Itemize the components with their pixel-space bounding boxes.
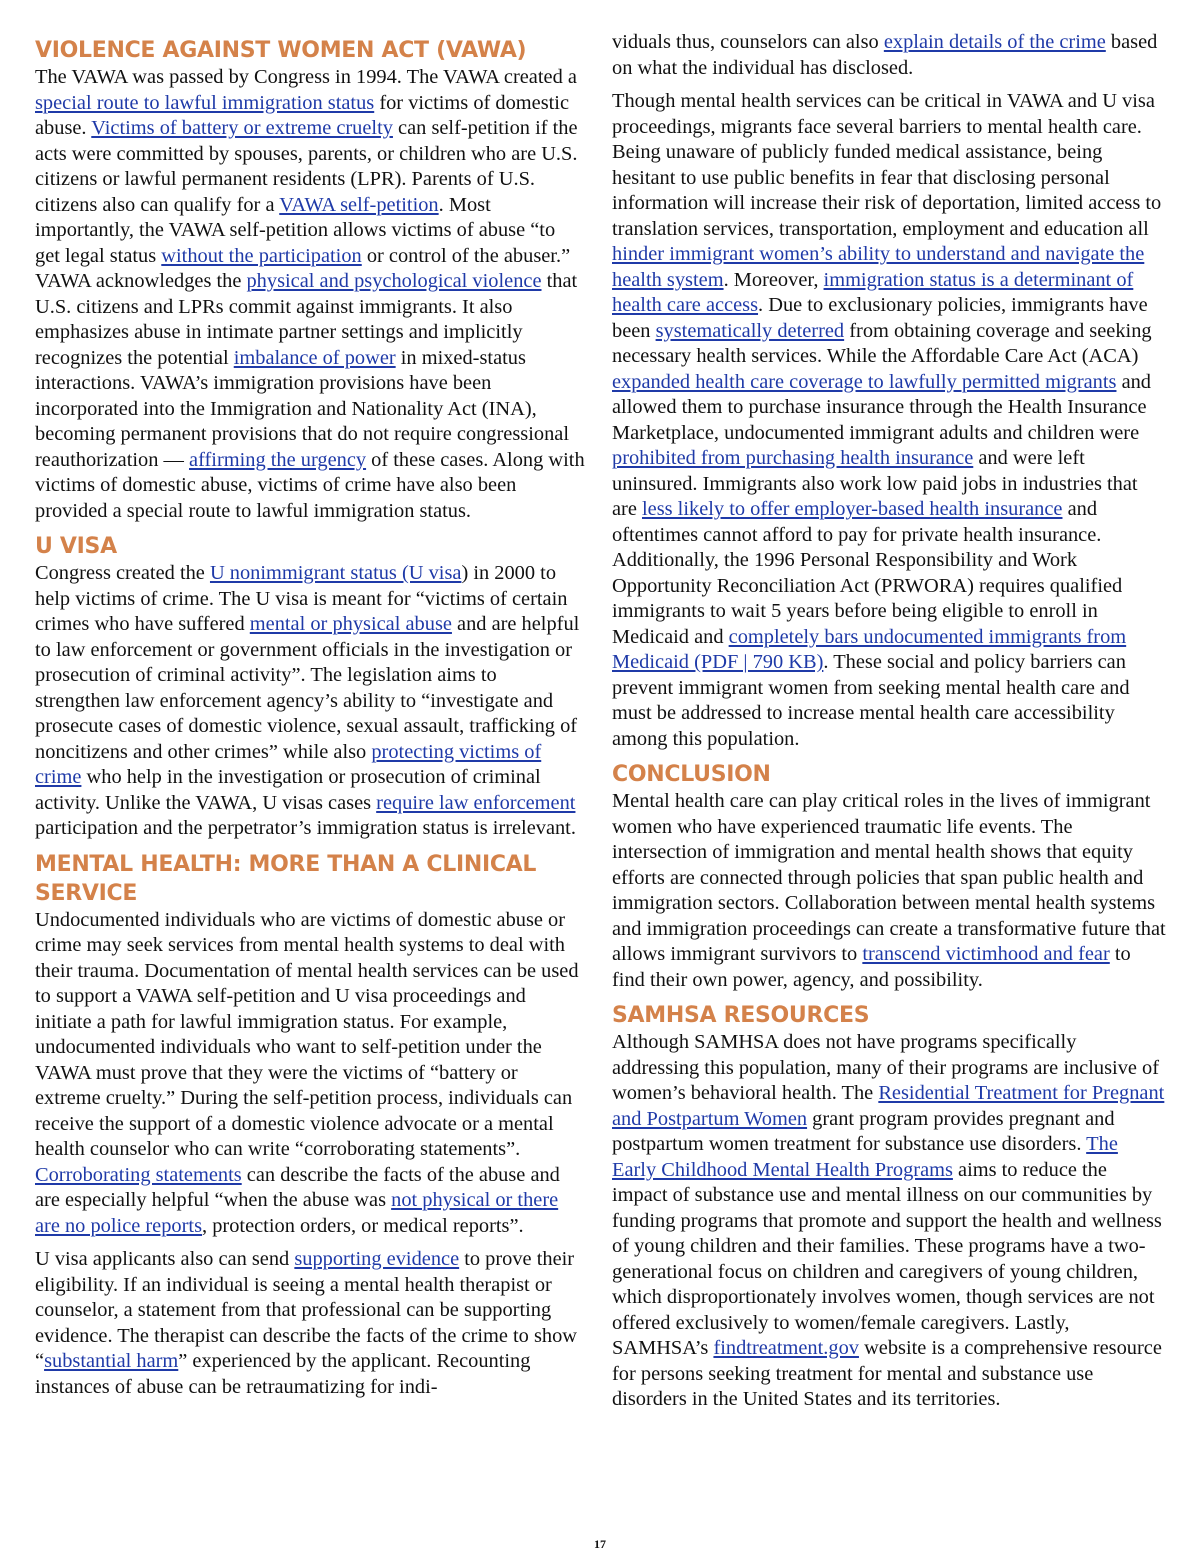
text-run: . These social and policy barriers can prevent immigrant women from seeking mental health care and must be addressed to increase mental health care accessibility among this population. — [612, 651, 1130, 750]
link-supporting-evidence[interactable]: supporting evidence — [294, 1248, 460, 1270]
conclusion-heading: CONCLUSION — [612, 762, 771, 787]
text-run: , protection orders, or medical reports”. — [202, 1214, 524, 1237]
text-run: Mental health care can play critical roles in the lives of immigrant women who have experienced traumatic life events. The intersection of immigration and mental health shows that equity efforts are connected through policies that span public health and immigration sectors. Collaboration between mental health systems and immigration proceedings can create a transformative future that allows immigrant survivors to — [612, 790, 1166, 965]
link-affirming-urgency[interactable]: affirming the urgency — [189, 448, 367, 471]
link-victims-battery[interactable]: Victims of battery or extreme cruelty — [91, 117, 393, 139]
text-run: website is a comprehensive resource for persons seeking treatment for mental and substance use disorders in the United States and its territories. — [612, 1337, 1162, 1410]
text-run: from obtaining coverage and seeking necessary health services. While the Affordable Care Act (ACA) — [612, 319, 1152, 367]
text-run: Undocumented individuals who are victims of domestic abuse or crime may seek services from mental health systems to deal with their trauma. Documentation of mental health services can be used to support a VAWA self-petition and U visa proceedings and initiate a path for lawful immigration status. For example, undocumented individuals who want to self-petition under the VAWA must prove that they were the victims of “battery or extreme cruelty.” During the self-petition process, individuals can receive the support of a domestic violence advocate or a mental health counselor who can write “corroborating statements”. — [35, 908, 579, 1160]
link-immigration-status-determinant[interactable]: immigration status is a determinant of health care access — [612, 268, 1134, 316]
text-run: can self-petition if the acts were committed by spouses, parents, or children who are U.S. citizens or lawful permanent residents (LPR). Parents of U.S. citizens also can qualify for a — [35, 117, 578, 216]
text-run: . Moreover, — [723, 268, 824, 291]
samhsa-paragraph — [612, 1030, 1167, 1413]
vawa-paragraph — [35, 65, 585, 524]
left-column — [35, 30, 585, 1408]
samhsa-heading: SAMHSA RESOURCES — [612, 1003, 870, 1028]
link-imbalance-of-power[interactable]: imbalance of power — [233, 346, 396, 369]
link-vawa-self-petition[interactable]: VAWA self-petition — [279, 193, 439, 216]
link-u-nonimmigrant-status[interactable]: U nonimmigrant status (U visa — [209, 562, 462, 584]
link-expanded-coverage[interactable]: expanded health care coverage to lawfully permitted migrants — [612, 370, 1117, 393]
text-run: and are helpful to law enforcement or government officials in the investigation or prosecution of criminal activity”. The legislation aims to strengthen law enforcement agency’s ability to “investigate and prosecute cases of domestic violence, sexual assault, trafficking of noncitizens and other crimes” while also — [35, 613, 580, 763]
text-run: in mixed-status interactions. VAWA’s immigration provisions have been incorporated into the Immigration and Nationality Act (INA), becoming permanent provisions that do not require congressional reauthorization — — [35, 346, 569, 471]
text-run: viduals thus, counselors can also — [612, 31, 884, 53]
link-hinder-immigrant-women[interactable]: hinder immigrant women’s ability to understand and navigate the health system — [612, 243, 1145, 291]
text-run: who help in the investigation or prosecution of criminal activity. Unlike the VAWA, U visas cases — [35, 766, 541, 814]
link-bars-medicaid-pdf[interactable]: completely bars undocumented immigrants from Medicaid (PDF | 790 KB) — [612, 625, 1127, 673]
mental-health-paragraph-2 — [35, 1247, 585, 1400]
continued-paragraph — [612, 30, 1167, 81]
text-run: ) in 2000 to help victims of crime. The U visa is meant for “victims of certain crimes who have suffered — [35, 562, 568, 635]
text-run: Congress created the — [35, 562, 210, 584]
text-run: Though mental health services can be critical in VAWA and U visa proceedings, migrants face several barriers to mental health care. Being unaware of publicly funded medical assistance, being hesitant to use public benefits in fear that disclosing personal information will increase their risk of deportation, limited access to translation services, transportation, employment and education all — [612, 90, 1162, 240]
link-explain-details[interactable]: explain details of the crime — [883, 31, 1106, 53]
link-early-childhood-programs[interactable]: The Early Childhood Mental Health Programs — [612, 1133, 1118, 1181]
text-run: . Most importantly, the VAWA self-petition allows victims of abuse “to get legal status — [35, 193, 556, 267]
right-column — [612, 30, 1167, 1421]
text-run: aims to reduce the impact of substance use and mental illness on our communities by funding programs that promote and support the health and wellness of young children and their families. These programs have a two-generational focus on children and caregivers of young children, which disproportionately involves women, though services are not offered exclusively to women/female caregivers. Lastly, SAMHSA’s — [612, 1158, 1162, 1359]
link-not-physical[interactable]: not physical or there are no police reports — [35, 1189, 559, 1237]
text-run: grant program provides pregnant and postpartum women treatment for substance use disorders. — [612, 1107, 1115, 1155]
link-substantial-harm[interactable]: substantial harm — [44, 1350, 179, 1372]
text-run: can describe the facts of the abuse and are especially helpful “when the abuse was — [35, 1163, 560, 1211]
link-require-law-enforcement[interactable]: require law enforcement — [376, 791, 576, 814]
link-findtreatment-gov[interactable]: findtreatment.gov — [713, 1337, 859, 1359]
text-run: Although SAMHSA does not have programs specifically addressing this population, many of their programs are inclusive of women’s behavioral health. The — [612, 1031, 1160, 1104]
mental-health-heading: MENTAL HEALTH: MORE THAN A CLINICAL SERVICE — [35, 851, 537, 906]
text-run: and oftentimes cannot afford to pay for private health insurance. Additionally, the 1996 Personal Responsibility and Work Opportunity Reconciliation Act (PRWORA) requires qualified immigrants to wait 5 years before being eligible to enroll in Medicaid and — [612, 498, 1123, 648]
page-number: 17 — [594, 1537, 606, 1551]
mental-health-paragraph-1 — [35, 908, 585, 1240]
uvisa-paragraph — [35, 561, 585, 842]
link-special-route[interactable]: special route to lawful immigration status — [35, 91, 375, 114]
vawa-heading: VIOLENCE AGAINST WOMEN ACT (VAWA) — [35, 38, 527, 63]
link-protecting-victims[interactable]: protecting victims of crime — [35, 740, 542, 788]
text-run: to find their own power, agency, and possibility. — [612, 943, 1131, 991]
link-prohibited-purchasing[interactable]: prohibited from purchasing health insurance — [612, 447, 974, 469]
link-residential-treatment[interactable]: Residential Treatment for Pregnant and Postpartum Women — [612, 1082, 1165, 1130]
text-run: for victims of domestic abuse. — [35, 91, 570, 139]
link-systematically-deterred[interactable]: systematically deterred — [655, 319, 845, 342]
text-run: or control of the abuser.” VAWA acknowledges the — [35, 244, 571, 292]
text-run: participation and the perpetrator’s immigration status is irrelevant. — [35, 817, 576, 839]
link-without-participation[interactable]: without the participation — [161, 244, 362, 267]
text-run: of these cases. Along with victims of domestic abuse, victims of crime have also been provided a special route to lawful immigration status. — [35, 448, 585, 522]
text-run: based on what the individual has disclosed. — [612, 31, 1158, 79]
text-run: . Due to exclusionary policies, immigrants have been — [612, 294, 1148, 342]
link-employer-based-insurance[interactable]: less likely to offer employer-based health insurance — [642, 498, 1063, 520]
link-mental-physical-abuse[interactable]: mental or physical abuse — [249, 613, 452, 635]
text-run: to prove their eligibility. If an individual is seeing a mental health therapist or counselor, a statement from that professional can be supporting evidence. The therapist can describe the facts of the crime to show “ — [35, 1248, 578, 1372]
text-run: ” experienced by the applicant. Recounting instances of abuse can be retraumatizing for indi- — [35, 1350, 531, 1398]
uvisa-heading: U VISA — [35, 534, 117, 559]
text-run: that U.S. citizens and LPRs commit against immigrants. It also emphasizes abuse in intimate partner settings and implicitly recognizes the potential — [35, 270, 578, 369]
conclusion-paragraph — [612, 789, 1167, 993]
text-run: and were left uninsured. Immigrants also work low paid jobs in industries that are — [612, 447, 1138, 520]
link-physical-psychological-violence[interactable]: physical and psychological violence — [246, 270, 542, 292]
text-run: The VAWA was passed by Congress in 1994. The VAWA created a — [35, 66, 577, 88]
text-run: and allowed them to purchase insurance through the Health Insurance Marketplace, undocumented immigrant adults and children were — [612, 370, 1152, 444]
barriers-paragraph — [612, 89, 1167, 752]
text-run: U visa applicants also can send — [35, 1248, 295, 1270]
link-corroborating-statements[interactable]: Corroborating statements — [35, 1163, 242, 1186]
link-transcend-victimhood[interactable]: transcend victimhood and fear — [862, 943, 1110, 965]
